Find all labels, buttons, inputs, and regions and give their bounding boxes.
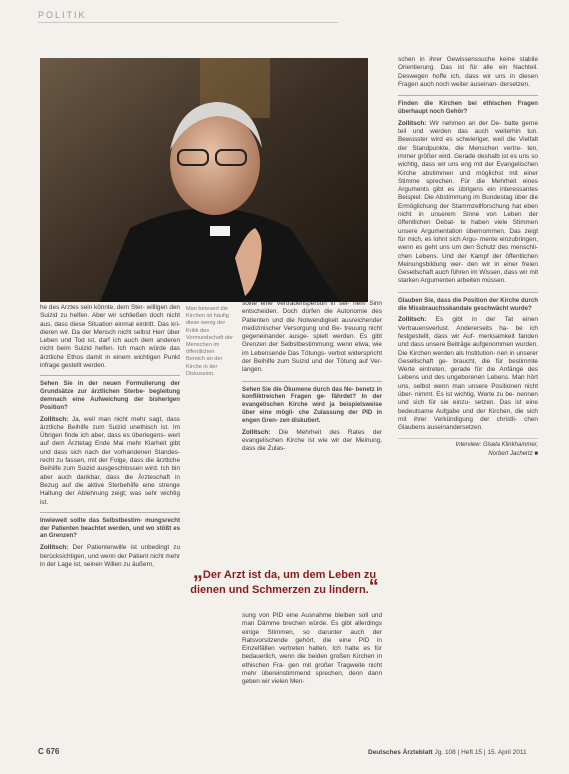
- photo-caption: Man beteuert die Kirchen ist häufig diese wenig der Kritik des Vormundschaft der Menschen im öffentlichen Bereich an der Kirche in der Diskussion.: [186, 306, 233, 377]
- answer: [398, 316, 538, 432]
- close-quote-icon: “: [368, 576, 379, 598]
- question: Finden die Kirchen bei ethischen Fragen überhaupt noch Gehör?: [398, 100, 538, 115]
- portrait-photo: [40, 58, 368, 302]
- answer: [40, 416, 180, 507]
- answer-text: Es gibt in der Tat einen Vertrauensverlust. Andererseits ha- be ich festgestellt, dass wir Auf- merksamkeit fanden und dass unsere Beiträge aufgenommen wurden. Die Kirchen werden als Institution- nen in unserer Gesellschaft ge- braucht, die für bestimmte Werte eintreten, gerade für die Anfänge des Lebens und des ungeborenen Lebens. Man hört uns, selbst wenn man unsere Positionen nicht über- nimmt. Es ist wichtig, Werte zu be- nennen und sich für sie einzu- setzen. Das ist eine bedeutsame Aufgabe und der Kirchen, die sich mit ihrer Verkündigung der christli- chen Glaubens auseinandersetzen.: [398, 316, 538, 432]
- question-block: [398, 95, 538, 116]
- question-block: [398, 292, 538, 313]
- speaker: Zollitsch:: [40, 415, 69, 423]
- answer-text: Wir nehmen an der De- batte gerne teil und werden das auch weiterhin tun. Bewusster wird es schwieriger, weil die Vielfalt der Standpunkte, die Menschen vertre- ten, immer größer wird. Gerade deshalb ist es uns so wichtig, dass wir uns eng mit der Evangelischen Kirche abstimmen und möglichst mit einer Stimme sprechen. Für die Mehrheit eines Arguments gibt es übrigens ein interessantes Beispiel: Die Abstimmung im Bundestag über die Ermöglichung der Stammzellforschung hat eben nicht in unserem Sinne von Leben der öffentlichen Debat- te haben viele Stimmen unsere Argumentation übernommen. Das zeigt für mich, es lohnt sich Argu- mente einzubringen, wenn es geht uns um den Schutz des menschli- chen Lebens. Und der Kampf der öffentlichen Meinungsbildung wer- den wir in einer freien Gesellschaft auch führen im Wissen, dass wir mit starken Argumenten arbeiten müssen.: [398, 119, 538, 285]
- credit-line-2: Norbert Jachertz: [488, 450, 533, 457]
- answer: [398, 120, 538, 286]
- paragraph: he des Arztes sein könnte, dem Ster- willigen den Suizid zu helfen. Aber wir schließen doch nicht aus, dass diese Situation einmal eintritt. Das kri- dieren wir. Da der Mensch nicht selbst Herr über Leben und Tod ist, darf ich auch dem anderen nicht beim Suizid helfen. Ich mach würde das ärztliche Ethos damit in einem wichtigen Punkt infrage gestellt werden.: [40, 304, 180, 370]
- speaker: Zollitsch:: [242, 428, 271, 436]
- page-number: C 676: [38, 747, 60, 756]
- answer: [40, 544, 180, 569]
- header-rule: [38, 22, 338, 23]
- interview-credit: [398, 441, 538, 458]
- pull-quote-text: Der Arzt ist da, um dem Leben zu dienen und Schmerzen zu lindern.: [190, 569, 377, 596]
- answer-text: Ja, weil man nicht mehr sagt, dass ärztliche Beihilfe zum Suizid unethisch ist. Im Übrigen finde ich aber, dass es überlegens- wert auf dem Ärztetag Ende Mai mehr Klarheit gibt und dass sich nach der vorhandenen Standes- recht zu fassen, mit der Folge, dass die ärztliche Beihilfe zum Suizid ausgeschlossen wird. Ich bin aber auch dankbar, dass die Ärzteschaft in Bezug auf die aktive Sterbehilfe eine strenge Haltung der Ablehnung zeigt; was sehr wichtig ist.: [40, 415, 180, 506]
- paragraph: sollte eine Vertrauensperson in sei- nem Sinn entscheiden. Doch dürfen die Autonomie des Patienten und die Notwendigkeit ausreichender medizinischer Versorgung und Be- treuung nicht gegeneinander ausge- spielt werden. Es gibt Grenzen der Selbstbestimmung; wenn etwa, wie im Lebensende Das Tötungs- verbot widerspricht der Beihilfe zum Suizid und der Tötung auf Ver- langen.: [242, 300, 382, 374]
- column-left: [40, 304, 180, 569]
- issue-info: Jg. 108 | Heft 15 | 15. April 2011: [434, 749, 527, 756]
- answer-text: Die Mehrheit des Rates der evangelischen Kirche ist wie wir der Meinung, dass die Zulas-: [242, 428, 382, 453]
- answer-text: Der Patientenwille ist unbedingt zu berücksichtigen, und wenn der Patient nicht mehr in der Lage ist, seinen Willen zu äußern,: [40, 544, 180, 568]
- column-middle-continued: [242, 612, 382, 687]
- pull-quote: [182, 561, 387, 598]
- column-right: [398, 56, 538, 458]
- journal-footer: [368, 749, 527, 756]
- end-mark-icon: ■: [534, 450, 538, 457]
- open-quote-icon: „: [192, 561, 203, 583]
- portrait-illustration: [40, 58, 368, 302]
- credit-line-1: Interview: Gisela Klinkhammer,: [455, 442, 538, 449]
- paragraph: sung von PID eine Ausnahme bleiben soll und man Dämme brechen würde. Es gibt allerdings einige Stimmen, so darunter auch der Ratsvorsitzende gehört, die eine PID in Einzelfällen vertreten halten. Ich halte es für bedauerlich, wenn die beiden großen Kirchen in ethischen Fra- gen mit großer Tragweite nicht mehr übereinstimmend sprechen, denn dann geben wir vielen Men-: [242, 612, 382, 686]
- journal-name: Deutsches Ärzteblatt: [368, 749, 433, 756]
- question: Glauben Sie, dass die Position der Kirche durch die Missbrauchsskandale geschwächt wurde?: [398, 296, 538, 312]
- paragraph: schen in ihrer Gewissenssuche keine stabile Orientierung. Das ist für alle ein Nachteil. Deswegen hoffe ich, dass wir uns in diesen Fragen auch noch weiter auseinan- dersetzen.: [398, 56, 538, 88]
- question-block: [40, 375, 180, 411]
- question: Sehen Sie die Ökumene durch das Ne- benetz in konfliktreichen Fragen ge- fährdet? In der evangelischen Kirche wird ja beispielsweise über eine mögli- che Zulassung der PID in engen Gren- zen diskutiert.: [242, 385, 382, 424]
- credit-rule: [398, 438, 538, 439]
- speaker: Zollitsch:: [40, 544, 69, 552]
- question-block: [242, 381, 382, 425]
- question-block: [40, 512, 180, 540]
- speaker: Zollitsch:: [398, 119, 427, 127]
- section-label: POLITIK: [38, 10, 87, 20]
- answer: [242, 429, 382, 454]
- question: Sehen Sie in der neuen Formulierung der Grundsätze zur ärztlichen Sterbe- begleitung demnach eine Aufweichung der bisherigen Position?: [40, 380, 180, 411]
- column-middle: [242, 300, 382, 454]
- speaker: Zollitsch:: [398, 316, 427, 324]
- question: Inwieweit sollte das Selbstbestim- mungsrecht der Patienten beachtet werden, und wo stößt es an Grenzen?: [40, 516, 180, 540]
